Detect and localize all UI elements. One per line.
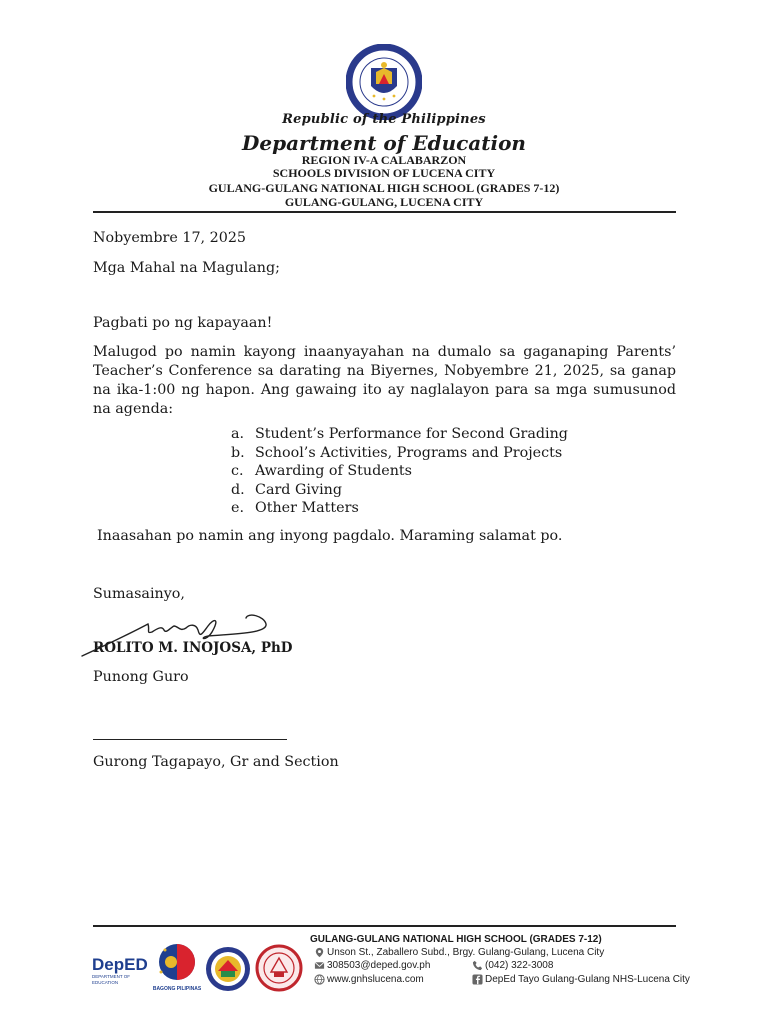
closing: Sumasainyo, (93, 586, 185, 602)
adviser-signature-line (93, 739, 287, 740)
closing-note: Inaasahan po namin ang inyong pagdalo. Maraming salamat po. (97, 528, 563, 544)
salutation: Mga Mahal na Magulang; (93, 260, 280, 276)
division-line: SCHOOLS DIVISION OF LUCENA CITY (272, 166, 496, 180)
list-item: d. Card Giving (231, 481, 342, 498)
school-seal-icon (255, 944, 303, 992)
signatory-name: ROLITO M. INOJOSA, PhD (93, 640, 293, 656)
school-line: GULANG-GULANG NATIONAL HIGH SCHOOL (GRADES 7-12) (208, 181, 560, 195)
header-divider (93, 211, 676, 213)
location-line: GULANG-GULANG, LUCENA CITY (284, 195, 484, 209)
division-seal-icon (204, 946, 252, 992)
list-item: b. School’s Activities, Programs and Projects (231, 444, 563, 461)
list-item: e. Other Matters (231, 500, 359, 517)
facebook-icon (472, 974, 483, 985)
footer-phone: (042) 322-3008 (472, 960, 553, 971)
deped-logo: DepED DEPARTMENT OF EDUCATION (92, 955, 148, 985)
republic-heading: Republic of the Philippines (282, 112, 486, 127)
signatory-title: Punong Guro (93, 669, 189, 685)
location-pin-icon (314, 947, 325, 958)
footer-facebook: DepEd Tayo Gulang-Gulang NHS-Lucena City (472, 974, 690, 985)
letter-body-paragraph: Malugod po namin kayong inaanyayahan na dumalo sa gaganaping Parents’ Teacher’s Conference sa darating na Biyernes, Nobyembre 21, 2025, sa ganap na ika-1:00 ng hapon. Ang gawaing ito ay naglalayon para sa mga sumusunod na agenda: (93, 344, 676, 417)
list-item: c. Awarding of Students (231, 463, 413, 480)
bagong-pilipinas-icon (151, 942, 203, 982)
deped-seal-icon (346, 44, 422, 120)
greeting: Pagbati po ng kapayaan! (93, 315, 273, 331)
bagong-pilipinas-logo: BAGONG PILIPINAS (151, 942, 203, 992)
footer-divider (93, 925, 676, 927)
agenda-list (231, 425, 568, 518)
department-heading: Department of Education (242, 131, 526, 155)
list-item: a. Student’s Performance for Second Grading (231, 426, 568, 442)
letter-date: Nobyembre 17, 2025 (93, 230, 247, 246)
phone-icon (472, 960, 483, 971)
footer-school-name: GULANG-GULANG NATIONAL HIGH SCHOOL (GRADES 7-12) (310, 934, 602, 945)
email-icon (314, 960, 325, 971)
footer-email: 308503@deped.gov.ph (314, 960, 430, 971)
footer-website: www.gnhslucena.com (314, 974, 424, 985)
footer-address: Unson St., Zaballero Subd., Brgy. Gulang-Gulang, Lucena City (314, 947, 604, 958)
region-line: REGION IV-A CALABARZON (301, 153, 467, 167)
globe-icon (314, 974, 325, 985)
adviser-label: Gurong Tagapayo, Gr and Section (93, 754, 339, 770)
